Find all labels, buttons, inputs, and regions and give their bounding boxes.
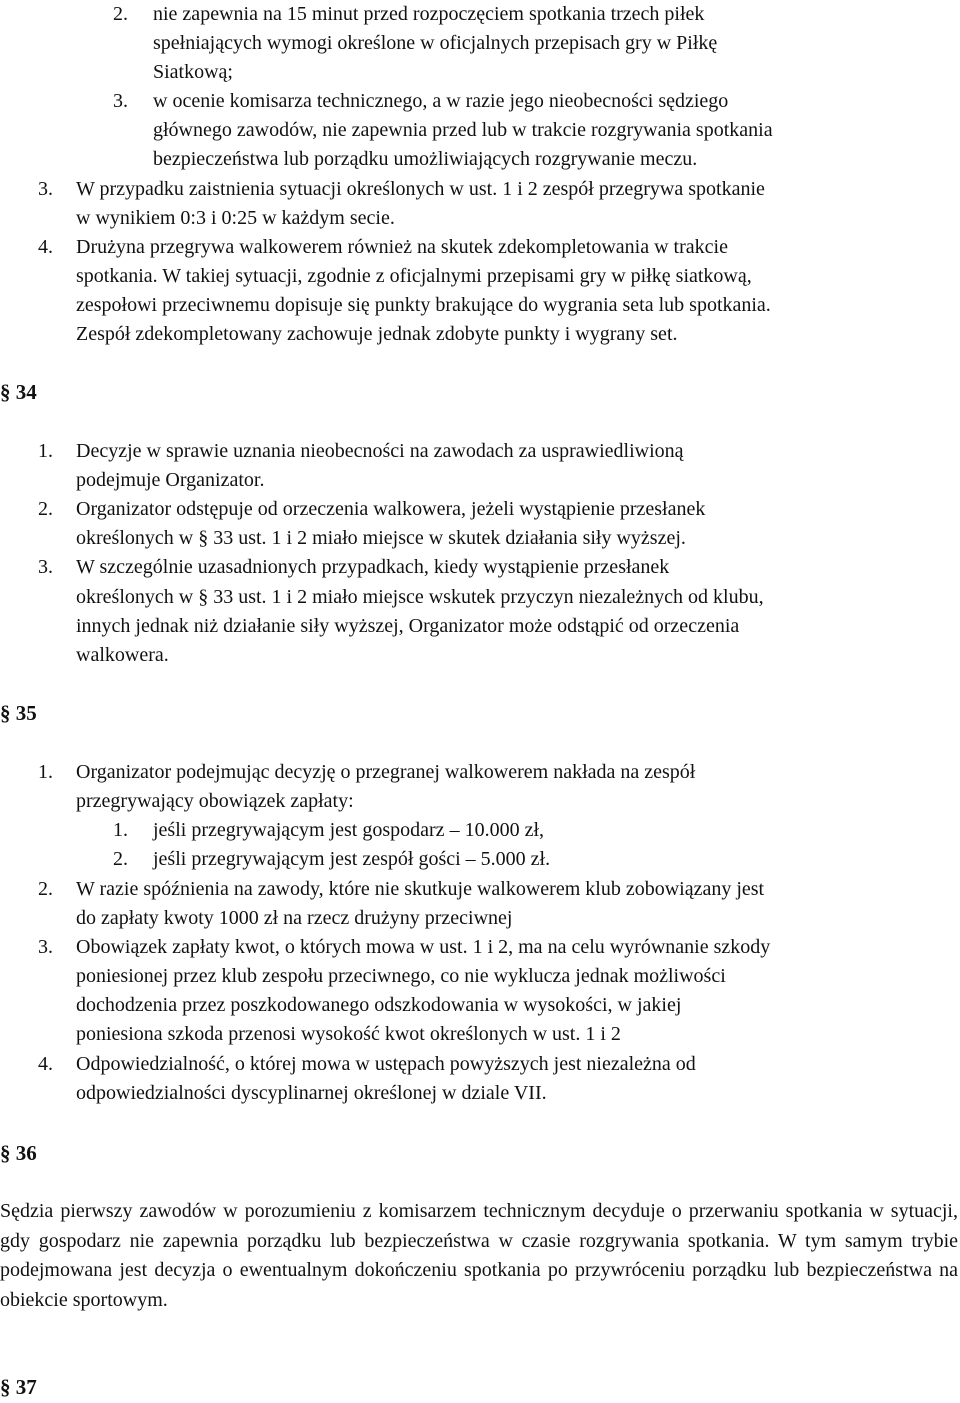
item-number: 3. <box>38 936 53 958</box>
item-line: Decyzje w sprawie uznania nieobecności na zawodach za usprawiedliwioną <box>76 440 684 462</box>
section-heading-35: § 35 <box>0 701 37 725</box>
item-line: W przypadku zaistnienia sytuacji określonych w ust. 1 i 2 zespół przegrywa spotkanie <box>76 178 765 200</box>
item-line: bezpieczeństwa lub porządku umożliwiających rozgrywanie meczu. <box>153 148 698 170</box>
item-line: w ocenie komisarza technicznego, a w razie jego nieobecności sędziego <box>153 90 729 112</box>
item-number: 1. <box>38 761 53 783</box>
item-line: innych jednak niż działanie siły wyższej, Organizator może odstąpić od orzeczenia <box>76 615 740 637</box>
item-number: 2. <box>38 498 53 520</box>
item-line: zespołowi przeciwnemu dopisuje się punkty brakujące do wygrania seta lub spotkania. <box>76 294 771 316</box>
section-36-paragraph: Sędzia pierwszy zawodów w porozumieniu z komisarzem technicznym decyduje o przerwaniu spotkania w sytuacji, gdy gospodarz nie zapewnia porządku lub bezpieczeństwa w czasie rozgrywania spotkania. W tym samym trybie podejmowana jest decyzja o ewentualnym dokończeniu spotkania po przywróceniu porządku lub bezpieczeństwa na obiekcie sportowym. <box>0 1200 958 1311</box>
item-line: odpowiedzialności dyscyplinarnej określonej w dziale VII. <box>76 1082 547 1104</box>
item-line: głównego zawodów, nie zapewnia przed lub w trakcie rozgrywania spotkania <box>153 119 773 141</box>
item-line: nie zapewnia na 15 minut przed rozpoczęciem spotkania trzech piłek <box>153 3 705 25</box>
item-line: Obowiązek zapłaty kwot, o których mowa w ust. 1 i 2, ma na celu wyrównanie szkody <box>76 936 771 958</box>
item-number: 4. <box>38 1053 53 1075</box>
item-line: W szczególnie uzasadnionych przypadkach, kiedy wystąpienie przesłanek <box>76 556 670 578</box>
item-number: 3. <box>113 90 128 112</box>
item-line: przegrywający obowiązek zapłaty: <box>76 790 354 812</box>
item-line: poniesionej przez klub zespołu przeciwnego, co nie wyklucza jednak możliwości <box>76 965 726 987</box>
item-line: poniesiona szkoda przenosi wysokość kwot określonych w ust. 1 i 2 <box>76 1023 621 1045</box>
item-number: 2. <box>113 3 128 25</box>
item-line: W razie spóźnienia na zawody, które nie skutkuje walkowerem klub zobowiązany jest <box>76 878 765 900</box>
item-line: określonych w § 33 ust. 1 i 2 miało miejsce wskutek przyczyn niezależnych od klubu, <box>76 586 764 608</box>
item-line: Zespół zdekompletowany zachowuje jednak zdobyte punkty i wygrany set. <box>76 323 678 345</box>
item-line: w wynikiem 0:3 i 0:25 w każdym secie. <box>76 207 395 229</box>
section-heading-36: § 36 <box>0 1141 37 1165</box>
item-line: spotkania. W takiej sytuacji, zgodnie z oficjalnymi przepisami gry w piłkę siatkową, <box>76 265 752 287</box>
item-line: Siatkową; <box>153 61 233 83</box>
item-number: 2. <box>38 878 53 900</box>
section-heading-34: § 34 <box>0 380 37 404</box>
item-number: 3. <box>38 556 53 578</box>
item-line: spełniających wymogi określone w oficjalnych przepisach gry w Piłkę <box>153 32 718 54</box>
item-line: walkowera. <box>76 644 169 666</box>
section-heading-37: § 37 <box>0 1375 37 1399</box>
item-number: 2. <box>113 848 128 870</box>
item-line: Organizator podejmując decyzję o przegranej walkowerem nakłada na zespół <box>76 761 696 783</box>
item-line: Drużyna przegrywa walkowerem również na skutek zdekompletowania w trakcie <box>76 236 728 258</box>
item-line: do zapłaty kwoty 1000 zł na rzecz drużyny przeciwnej <box>76 907 513 929</box>
item-line: dochodzenia przez poszkodowanego odszkodowania w wysokości, w jakiej <box>76 994 682 1016</box>
item-number: 3. <box>38 178 53 200</box>
item-line: określonych w § 33 ust. 1 i 2 miało miejsce w skutek działania siły wyższej. <box>76 527 686 549</box>
item-line: Organizator odstępuje od orzeczenia walkowera, jeżeli wystąpienie przesłanek <box>76 498 706 520</box>
item-number: 1. <box>113 819 128 841</box>
item-line: jeśli przegrywającym jest gospodarz – 10.000 zł, <box>153 819 544 841</box>
item-number: 4. <box>38 236 53 258</box>
item-line: podejmuje Organizator. <box>76 469 265 491</box>
item-line: Odpowiedzialność, o której mowa w ustępach powyższych jest niezależna od <box>76 1053 696 1075</box>
item-number: 1. <box>38 440 53 462</box>
item-line: jeśli przegrywającym jest zespół gości – 5.000 zł. <box>153 848 551 870</box>
